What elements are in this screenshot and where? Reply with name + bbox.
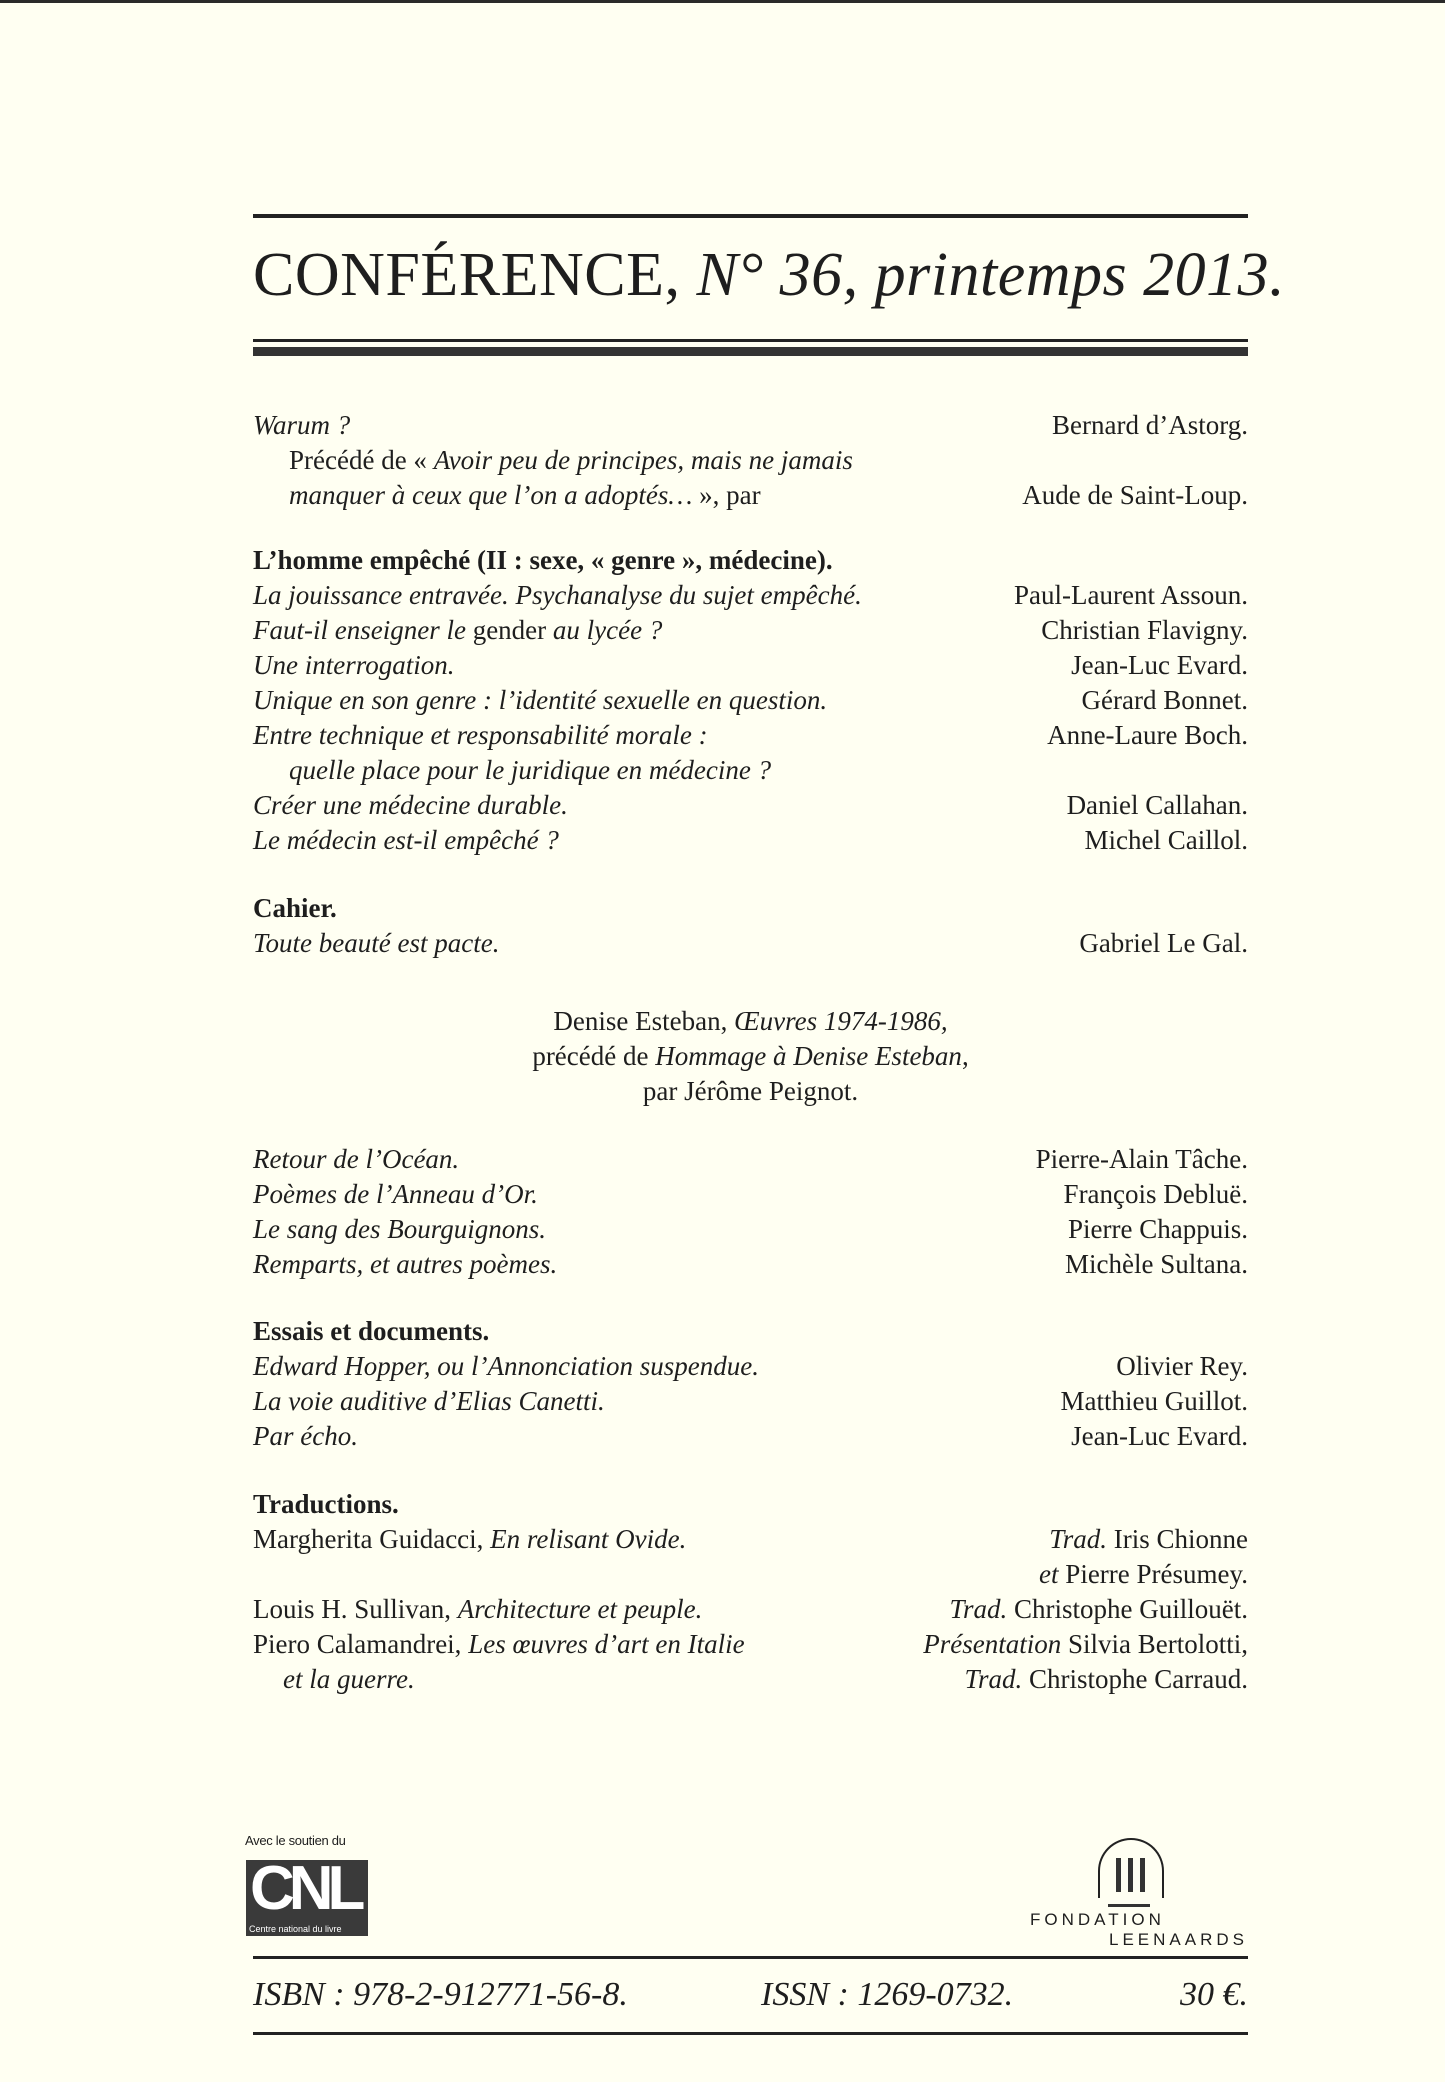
entry-credit: Présentation Silvia Bertolotti, [923, 1629, 1248, 1659]
entry-author: Jean-Luc Evard. [1071, 650, 1248, 680]
footer-bottom-rule [253, 2032, 1248, 2035]
feature-line: par Jérôme Peignot. [642, 1076, 859, 1106]
entry-title: Piero Calamandrei, Les œuvres d’art en Italie [253, 1629, 745, 1659]
toc-entry [253, 1212, 1248, 1247]
toc-entry [253, 788, 1248, 823]
entry-author: Aude de Saint-Loup. [1022, 480, 1248, 510]
toc-entry [253, 578, 1248, 613]
footer-top-rule [253, 1956, 1248, 1959]
entry-author: Christian Flavigny. [1041, 615, 1248, 645]
toc-entry [253, 613, 1248, 648]
entry-title: Margherita Guidacci, En relisant Ovide. [253, 1524, 687, 1554]
entry-credit: et Pierre Présumey. [1039, 1559, 1248, 1589]
footer-info [253, 1970, 1248, 2020]
column-icon [1128, 1858, 1133, 1892]
toc-entry [253, 1522, 1248, 1557]
entry-title: Le sang des Bourguignons. [253, 1214, 547, 1244]
issn: ISSN : 1269-0732. [761, 1976, 1014, 2013]
section-heading: Essais et documents. [253, 1316, 490, 1346]
entry-title: Edward Hopper, ou l’Annonciation suspendue. [253, 1351, 759, 1381]
header-thin-rule [253, 339, 1248, 342]
entry-credit: Trad. Christophe Carraud. [964, 1664, 1248, 1694]
column-icon [1116, 1858, 1121, 1892]
title-issue: N° 36, printemps 2013. [696, 241, 1286, 309]
entry-title: Par écho. [253, 1421, 358, 1451]
feature-line: précédé de Hommage à Denise Esteban, [532, 1041, 969, 1071]
cnl-caption: Avec le soutien du [245, 1833, 346, 1848]
leenaards-label: LEENAARDS [1109, 1930, 1248, 1949]
logo-underline [1108, 1904, 1150, 1907]
section-heading: L’homme empêché (II : sexe, « genre », médecine). [253, 545, 833, 575]
toc-entry [253, 1349, 1248, 1384]
entry-title: Une interrogation. [253, 650, 455, 680]
cnl-logo-subtitle: Centre national du livre [249, 1924, 342, 1934]
entry-title-cont: quelle place pour le juridique en médecine ? [289, 755, 772, 785]
entry-title: Créer une médecine durable. [253, 790, 568, 820]
entry-title: Retour de l’Océan. [253, 1144, 460, 1174]
entry-author: Pierre Chappuis. [1068, 1214, 1248, 1244]
entry-title: La jouissance entravée. Psychanalyse du sujet empêché. [253, 580, 862, 610]
cnl-logo-letters: CNL [250, 1854, 360, 1923]
toc-entry [253, 1384, 1248, 1419]
entry-author: Michel Caillol. [1084, 825, 1248, 855]
entry-title-cont: et la guerre. [283, 1664, 415, 1694]
column-icon [1140, 1858, 1145, 1892]
section-heading: Traductions. [253, 1489, 399, 1519]
entry-author: Gabriel Le Gal. [1079, 928, 1248, 958]
entry-title: Précédé de « Avoir peu de principes, mais ne jamais [289, 445, 853, 475]
entry-title: Unique en son genre : l’identité sexuelle en question. [253, 685, 828, 715]
entry-author: Olivier Rey. [1116, 1351, 1248, 1381]
header-thick-rule [253, 347, 1248, 356]
toc-entry [253, 1627, 1248, 1662]
toc-entry-cont [253, 1662, 1248, 1697]
toc-entry [253, 648, 1248, 683]
entry-credit: Trad. Christophe Guillouët. [949, 1594, 1248, 1624]
entry-author: Pierre-Alain Tâche. [1035, 1144, 1248, 1174]
entry-author: Michèle Sultana. [1065, 1249, 1248, 1279]
toc-entry-cont [253, 753, 1248, 788]
toc-entry-cont [253, 1557, 1248, 1592]
toc-entry [253, 1419, 1248, 1454]
toc-entry [253, 1177, 1248, 1212]
entry-title: Poèmes de l’Anneau d’Or. [253, 1179, 538, 1209]
entry-author: Bernard d’Astorg. [1052, 410, 1248, 440]
entry-author: Daniel Callahan. [1066, 790, 1248, 820]
entry-author: François Debluë. [1063, 1179, 1248, 1209]
entry-author: Matthieu Guillot. [1060, 1386, 1248, 1416]
fondation-leenaards-logo [1030, 1836, 1248, 1948]
entry-title: Warum ? [253, 410, 351, 440]
fondation-label: FONDATION [1030, 1910, 1165, 1929]
isbn: ISBN : 978-2-912771-56-8. [253, 1976, 628, 2013]
toc-entry [253, 1247, 1248, 1282]
toc-entry [253, 683, 1248, 718]
entry-title: Entre technique et responsabilité morale : [253, 720, 708, 750]
toc-entry [253, 408, 1248, 443]
entry-title: Toute beauté est pacte. [253, 928, 500, 958]
toc-entry [253, 1142, 1248, 1177]
entry-author: Jean-Luc Evard. [1071, 1421, 1248, 1451]
entry-credit: Trad. Iris Chionne [1049, 1524, 1248, 1554]
entry-title: Le médecin est-il empêché ? [253, 825, 559, 855]
toc-entry [253, 823, 1248, 858]
entry-author: Gérard Bonnet. [1081, 685, 1248, 715]
entry-title: La voie auditive d’Elias Canetti. [253, 1386, 605, 1416]
toc-entry-preceded-cont [253, 478, 1248, 513]
toc-entry-preceded [253, 443, 1248, 478]
feature-line: Denise Esteban, Œuvres 1974-1986, [553, 1006, 948, 1036]
title-journal: CONFÉRENCE, [253, 241, 681, 309]
entry-author: Anne-Laure Boch. [1047, 720, 1248, 750]
toc-entry [253, 1592, 1248, 1627]
header-top-rule [253, 214, 1248, 218]
toc-entry [253, 926, 1248, 961]
entry-title: Louis H. Sullivan, Architecture et peuple. [253, 1594, 703, 1624]
section-heading: Cahier. [253, 893, 337, 923]
toc-entry [253, 718, 1248, 753]
page-title [253, 240, 1286, 310]
cnl-logo [246, 1854, 368, 1936]
entry-author: Paul-Laurent Assoun. [1014, 580, 1248, 610]
price: 30 €. [1180, 1976, 1248, 2013]
entry-title: Remparts, et autres poèmes. [253, 1249, 558, 1279]
scan-top-edge [0, 0, 1445, 3]
entry-title: Faut-il enseigner le gender au lycée ? [253, 615, 663, 645]
entry-title-cont: manquer à ceux que l’on a adoptés… », par [289, 480, 761, 510]
